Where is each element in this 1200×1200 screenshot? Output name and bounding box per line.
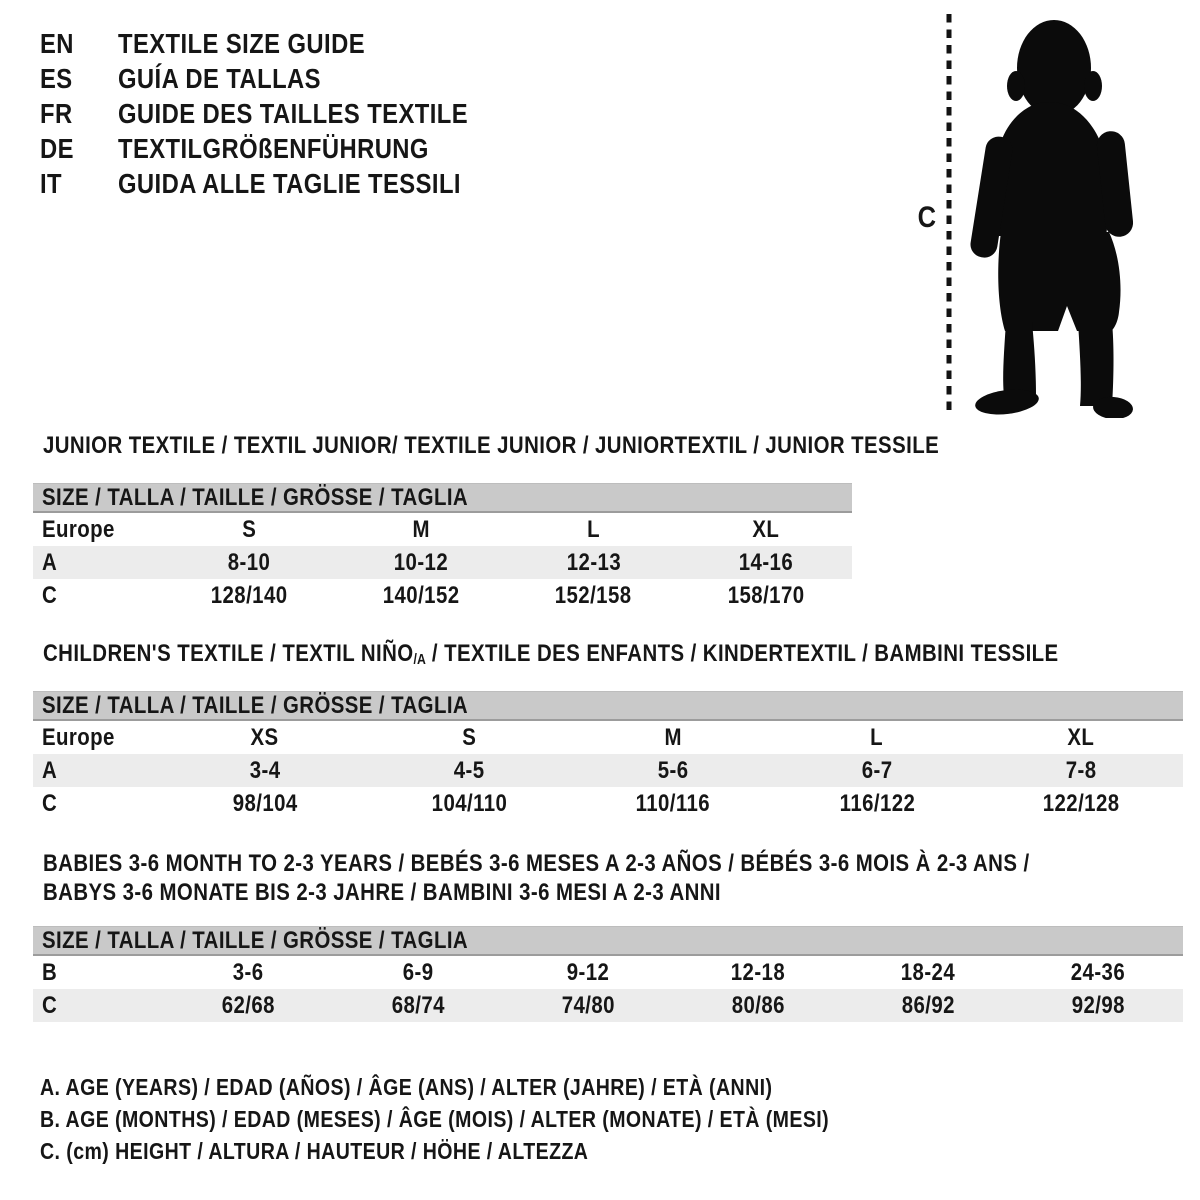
babies-height-3: 74/80 (561, 991, 615, 1019)
lang-row-es (40, 61, 530, 96)
children-age-xl: 7-8 (1065, 756, 1097, 784)
junior-size-header-bar: SIZE / TALLA / TAILLE / GRÖSSE / TAGLIA (33, 483, 852, 513)
silhouette-shorts (998, 232, 1120, 331)
junior-row-height (33, 579, 852, 612)
children-size-m: M (664, 723, 682, 751)
lang-title-it: GUIDA ALLE TAGLIE TESSILI (118, 167, 461, 199)
junior-age-l: 12-13 (566, 548, 621, 576)
babies-months-1: 3-6 (232, 958, 264, 986)
children-title-nino-a-suffix: /A (413, 652, 426, 669)
junior-age-m: 10-12 (394, 548, 449, 576)
babies-height-5: 86/92 (901, 991, 955, 1019)
legend-line-c: C. (cm) HEIGHT / ALTURA / HAUTEUR / HÖHE / ALTEZZA (40, 1137, 589, 1164)
silhouette-left-ear (1007, 71, 1025, 101)
junior-row-europe (33, 513, 852, 546)
children-row-europe (33, 721, 1183, 754)
silhouette-right-leg (1078, 322, 1114, 406)
junior-age-s: 8-10 (227, 548, 271, 576)
junior-height-xl: 158/170 (727, 581, 805, 609)
children-height-m: 110/116 (635, 789, 711, 817)
children-europe-label: Europe (42, 723, 115, 751)
junior-europe-label: Europe (42, 515, 115, 543)
lang-code-fr: FR (40, 97, 73, 129)
children-age-m: 5-6 (657, 756, 689, 784)
children-height-xl: 122/128 (1042, 789, 1120, 817)
children-age-l: 6-7 (861, 756, 893, 784)
children-height-l: 116/122 (839, 789, 915, 817)
lang-row-en (40, 26, 530, 61)
babies-months-3: 9-12 (566, 958, 610, 986)
children-age-label: A (42, 756, 58, 784)
junior-age-label: A (42, 548, 58, 576)
babies-months-6: 24-36 (1070, 958, 1126, 986)
children-section-title: CHILDREN'S TEXTILE / TEXTIL $NIÑO_{/A}$ / TEXTILE DES ENFANTS / KINDERTEXTIL / BAMBINI TESSILE (43, 640, 1059, 669)
lang-code-de: DE (40, 132, 74, 164)
junior-row-age (33, 546, 852, 579)
junior-height-label: C (42, 581, 58, 609)
babies-height-1: 62/68 (221, 991, 275, 1019)
children-size-table (33, 691, 1183, 820)
lang-code-it: IT (40, 167, 63, 199)
children-height-xs: 98/104 (232, 789, 298, 817)
junior-size-s: S (242, 515, 257, 543)
babies-size-table (33, 926, 1183, 1022)
height-c-label: C (917, 201, 937, 234)
babies-row-height (33, 989, 1183, 1022)
lang-title-es: GUÍA DE TALLAS (118, 62, 321, 94)
children-size-s: S (461, 723, 477, 751)
lang-title-de: TEXTILGRÖßENFÜHRUNG (118, 132, 429, 164)
toddler-silhouette (961, 12, 1137, 418)
junior-size-table (33, 483, 852, 612)
babies-months-label: B (42, 958, 58, 986)
lang-title-fr: GUIDE DES TAILLES TEXTILE (118, 97, 469, 129)
babies-height-6: 92/98 (1071, 991, 1125, 1019)
junior-table (33, 513, 852, 612)
babies-row-months (33, 956, 1183, 989)
junior-section-title: JUNIOR TEXTILE / TEXTIL JUNIOR/ TEXTILE JUNIOR / JUNIORTEXTIL / JUNIOR TESSILE (43, 432, 940, 459)
babies-height-label: C (42, 991, 58, 1019)
lang-row-it (40, 166, 530, 201)
children-size-l: L (870, 723, 884, 751)
children-age-xs: 3-4 (249, 756, 281, 784)
junior-size-xl: XL (752, 515, 780, 543)
lang-title-en: TEXTILE SIZE GUIDE (118, 27, 366, 59)
lang-code-en: EN (40, 27, 74, 59)
silhouette-left-leg (1003, 322, 1036, 396)
babies-height-4: 80/86 (731, 991, 785, 1019)
children-size-xl: XL (1067, 723, 1095, 751)
lang-row-de (40, 131, 530, 166)
junior-height-s: 128/140 (210, 581, 288, 609)
silhouette-torso (992, 102, 1110, 236)
legend-line-b: B. AGE (MONTHS) / EDAD (MESES) / ÂGE (MOIS) / ALTER (MONATE) / ETÀ (MESI) (40, 1105, 830, 1132)
children-size-header-bar: SIZE / TALLA / TAILLE / GRÖSSE / TAGLIA (33, 691, 1183, 721)
language-title-list (40, 26, 530, 201)
babies-height-2: 68/74 (391, 991, 445, 1019)
junior-height-l: 152/158 (555, 581, 632, 609)
junior-age-xl: 14-16 (738, 548, 794, 576)
lang-row-fr (40, 96, 530, 131)
babies-months-4: 12-18 (730, 958, 786, 986)
junior-height-m: 140/152 (383, 581, 460, 609)
legend-line-a: A. AGE (YEARS) / EDAD (AÑOS) / ÂGE (ANS) / ALTER (JAHRE) / ETÀ (ANNI) (40, 1073, 773, 1100)
children-row-age (33, 754, 1183, 787)
children-row-height (33, 787, 1183, 820)
legend-footer (40, 1071, 968, 1167)
lang-code-es: ES (40, 62, 73, 94)
children-age-s: 4-5 (453, 756, 485, 784)
babies-size-header-bar: SIZE / TALLA / TAILLE / GRÖSSE / TAGLIA (33, 926, 1183, 956)
babies-months-2: 6-9 (402, 958, 434, 986)
silhouette-head (1017, 20, 1091, 116)
children-table (33, 721, 1183, 820)
babies-section-title: BABIES 3-6 MONTH TO 2-3 YEARS / BEBÉS 3-6 MESES A 2-3 AÑOS / BÉBÉS 3-6 MOIS À 2-3 ANS / BABYS 3-6 MONATE BIS 2-3 JAHRE / BAMBINI 3-6 MESI A 2-3 ANNI (43, 850, 1030, 906)
silhouette-right-ear (1084, 71, 1102, 101)
children-size-xs: XS (250, 723, 280, 751)
babies-months-5: 18-24 (900, 958, 956, 986)
height-dashed-line (944, 14, 954, 416)
junior-size-l: L (587, 515, 601, 543)
children-height-label: C (42, 789, 58, 817)
children-height-s: 104/110 (431, 789, 507, 817)
babies-table (33, 956, 1183, 1022)
junior-size-m: M (412, 515, 431, 543)
